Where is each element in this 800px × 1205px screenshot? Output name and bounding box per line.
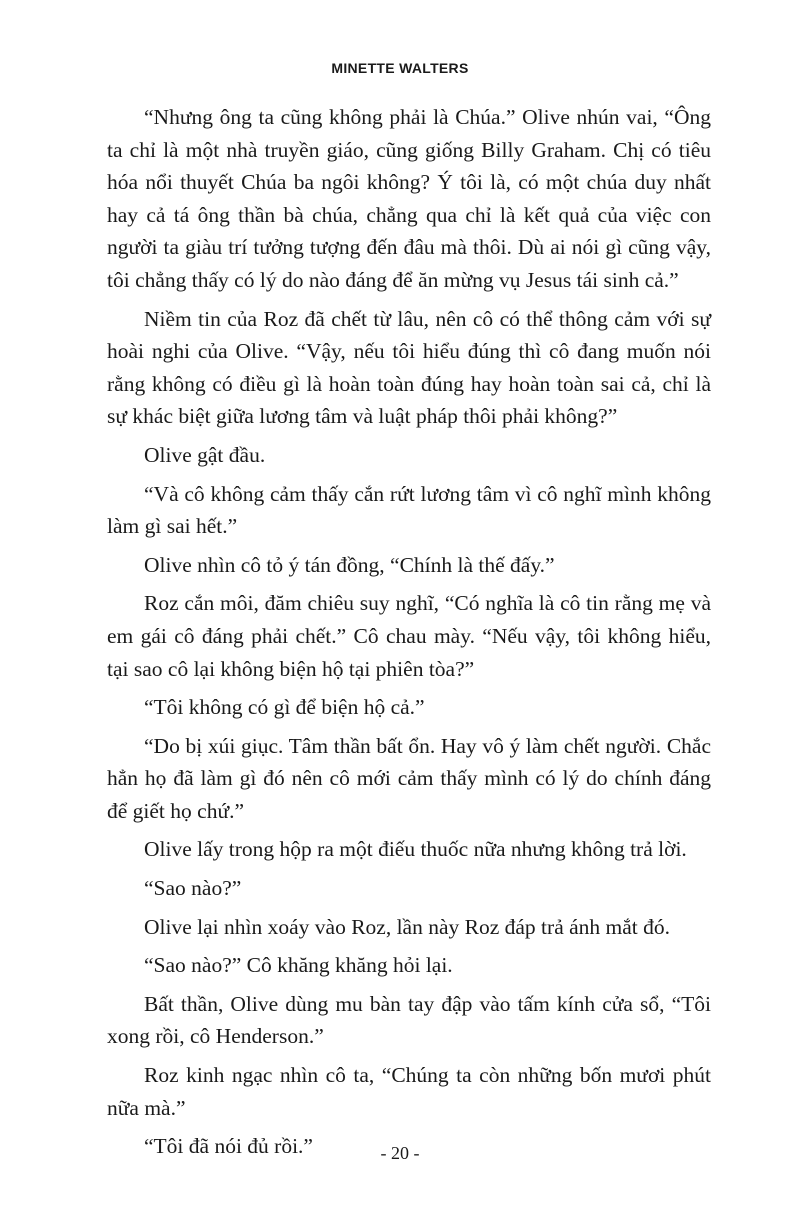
paragraph: “Do bị xúi giục. Tâm thần bất ổn. Hay vô ý làm chết người. Chắc hẳn họ đã làm gì đó nên cô mới cảm thấy mình có lý do chính đáng để giết họ chứ.” (107, 733, 711, 823)
paragraph: Bất thần, Olive dùng mu bàn tay đập vào tấm kính cửa sổ, “Tôi xong rồi, cô Henderson.” (107, 991, 711, 1049)
paragraph: “Và cô không cảm thấy cắn rứt lương tâm vì cô nghĩ mình không làm gì sai hết.” (107, 481, 711, 539)
paragraph: “Tôi không có gì để biện hộ cả.” (144, 695, 425, 720)
paragraph: “Tôi đã nói đủ rồi.” (144, 1134, 313, 1159)
page-number: - 20 - (380, 1143, 420, 1163)
paragraph: “Sao nào?” (144, 876, 242, 901)
paragraph: “Sao nào?” Cô khăng khăng hỏi lại. (144, 953, 453, 978)
running-head: MINETTE WALTERS (331, 60, 469, 76)
paragraph: “Nhưng ông ta cũng không phải là Chúa.” Olive nhún vai, “Ông ta chỉ là một nhà truyền giáo, cũng giống Billy Graham. Chị có tiêu hóa nổi thuyết Chúa ba ngôi không? Ý tôi là, có một chúa duy nhất hay cả tá ông thần bà chúa, chẳng qua chỉ là kết quả của việc con người ta giàu trí tưởng tượng đến đâu mà thôi. Dù ai nói gì cũng vậy, tôi chẳng thấy có lý do nào đáng để ăn mừng vụ Jesus tái sinh cả.” (107, 105, 711, 292)
paragraph: Olive gật đầu. (144, 442, 266, 467)
paragraph: Roz cắn môi, đăm chiêu suy nghĩ, “Có nghĩa là cô tin rằng mẹ và em gái cô đáng phải chết.” Cô chau mày. “Nếu vậy, tôi không hiểu, tại sao cô lại không biện hộ tại phiên tòa?” (107, 591, 711, 681)
body-text (107, 101, 711, 1169)
paragraph: Olive nhìn cô tỏ ý tán đồng, “Chính là thế đấy.” (144, 552, 555, 577)
paragraph: Roz kinh ngạc nhìn cô ta, “Chúng ta còn những bốn mươi phút nữa mà.” (107, 1063, 711, 1120)
paragraph: Olive lấy trong hộp ra một điếu thuốc nữa nhưng không trả lời. (144, 837, 687, 862)
paragraph: Niềm tin của Roz đã chết từ lâu, nên cô có thể thông cảm với sự hoài nghi của Olive. “Vậy, nếu tôi hiểu đúng thì cô đang muốn nói rằng không có điều gì là hoàn toàn đúng hay hoàn toàn sai cả, chỉ là sự khác biệt giữa lương tâm và luật pháp thôi phải không?” (107, 306, 711, 429)
paragraph: Olive lại nhìn xoáy vào Roz, lần này Roz đáp trả ánh mắt đó. (144, 914, 671, 939)
